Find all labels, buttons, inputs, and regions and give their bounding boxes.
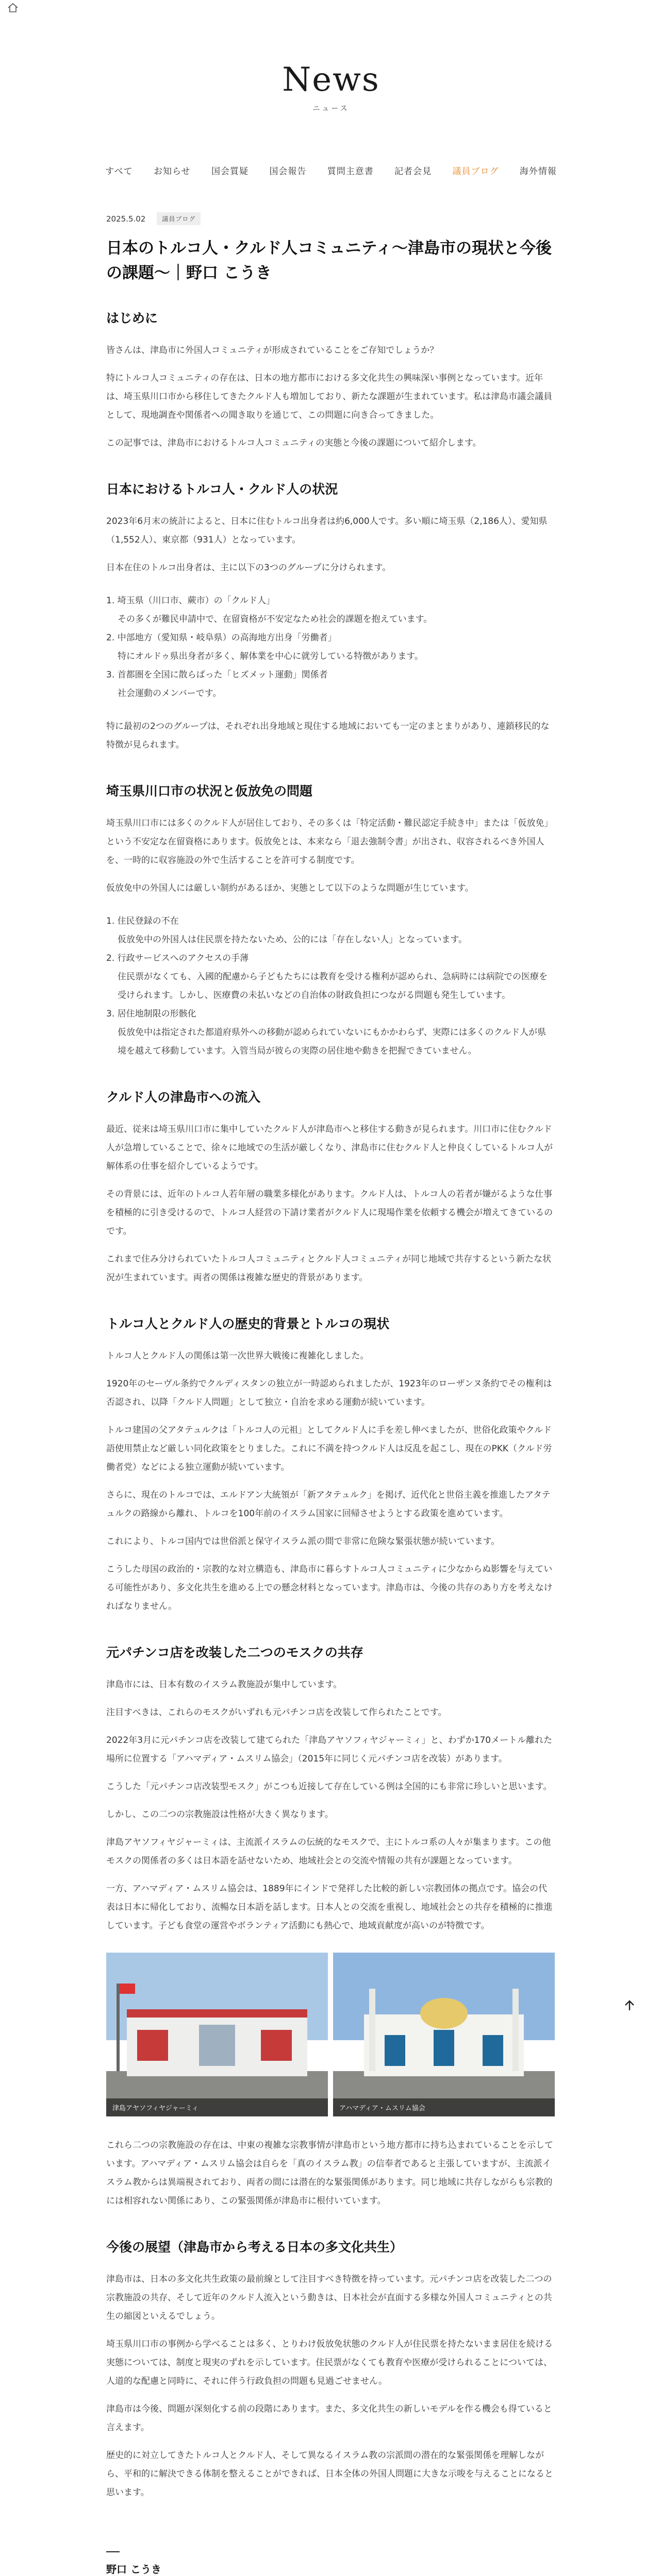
nav-item-4[interactable]: 質問主意書 — [327, 166, 374, 177]
nav-item-3[interactable]: 国会報告 — [269, 166, 307, 177]
section-1-after-paragraph-0: 特に最初の2つのグループは、それぞれ出身地域と現住する地域においても一定のまとまりがあり、連鎖移民的な特徴が見られます。 — [106, 721, 550, 750]
list-item-main: 2. 行政サービスへのアクセスの手薄 — [106, 953, 249, 963]
list-item-detail: 仮放免中は指定された都道府県外への移動が認められていないにもかかわらず、実際には多くのクルド人が県境を越えて移動しています。入管当局が彼らの実際の居住地や動きを把握できていません。 — [118, 1027, 547, 1056]
list-item — [106, 912, 555, 949]
list-item-main: 3. 首都圏を全国に散らばった「ヒズメット運動」関係者 — [106, 670, 328, 680]
list-item-main: 2. 中部地方（愛知県・岐阜県）の高海地方出身「労働者」 — [106, 633, 337, 643]
section-2-list — [106, 912, 555, 1060]
article-body — [106, 309, 555, 2576]
section-heading-4: トルコ人とクルド人の歴史的背景とトルコの現状 — [106, 1316, 390, 1331]
section-5-paragraph-2: 2022年3月に元パチンコ店を改装して建てられた「津島アヤソフィヤジャーミィ」と、わずか170メートル離れた場所に位置する「アハマディア・ムスリム協会」（2015年に同じく元パチンコ店を改装）があります。 — [106, 1735, 553, 1764]
section-2-paragraph-0: 埼玉県川口市には多くのクルド人が居住しており、その多くは「特定活動・難民認定手続き中」または「仮放免」という不安定な在留資格にあります。仮放免とは、本来なら「退去強制令書」が出され、収容されるべき外国人を、一時的に収容施設の外で生活することを許可する制度です。 — [106, 818, 553, 866]
nav-item-5[interactable]: 記者会見 — [394, 166, 432, 177]
section-0-paragraph-0: 皆さんは、津島市に外国人コミュニティが形成されていることをご存知でしょうか？ — [106, 345, 439, 355]
list-item-detail: 仮放免中の外国人は住民票を持たないため、公的には「存在しない人」となっています。 — [118, 935, 467, 945]
section-3-paragraph-2: これまで住み分けられていたトルコ人コミュニティとクルド人コミュニティが同じ地域で共存するという新たな状況が生まれています。両者の関係は複雑な歴史的背景があります。 — [106, 1254, 552, 1283]
section-4-paragraph-1: 1920年のセーヴル条約でクルディスタンの独立が一時認められましたが、1923年のローザンヌ条約でその権利は否認され、以降「クルド人問題」として独立・自治を求める運動が続いています。 — [106, 1379, 552, 1408]
list-item — [106, 1005, 555, 1060]
section-6-paragraph-1: 埼玉県川口市の事例から学べることは多く、とりわけ仮放免状態のクルド人が住民票を持たないまま居住を続ける実態については、制度と現実のずれを示しています。住民票がなくても教育や医療が受けられることについては、人道的な配慮と同時に、それに伴う行政負担の問題も見過ごせません。 — [106, 2339, 553, 2386]
section-5-paragraph-5: 津島アヤソフィヤジャーミィは、主流派イスラムの伝統的なモスクで、主にトルコ系の人々が集まります。この他モスクの関係者の多くは日本語を話せないため、地域社会との交流や情報の共有が課題となっています。 — [106, 1837, 551, 1866]
list-item-main: 3. 居住地制限の形骸化 — [106, 1009, 196, 1019]
section-5-paragraph-6: 一方、アハマディア・ムスリム協会は、1889年にインドで発祥した比較的新しい宗教団体の拠点です。協会の代表は日本に帰化しており、流暢な日本語を話します。日本人との交流を重視し、地域社会との共存を積極的に推進しています。子ども食堂の運営やボランティア活動にも熱心で、地域貢献度が高いのが特徴です。 — [106, 1884, 553, 1931]
mosque-photo-image — [106, 1953, 328, 2116]
section-5-paragraph-1: 注目すべきは、これらのモスクがいずれも元パチンコ店を改装して作られたことです。 — [106, 1707, 447, 1718]
mosque-photo-image — [333, 1953, 555, 2116]
nav-item-6[interactable]: 議員ブログ — [452, 166, 499, 177]
section-2-paragraph-1: 仮放免中の外国人には厳しい制約があるほか、実態として以下のような問題が生じています。 — [106, 883, 474, 893]
post-date: 2025.5.02 — [106, 214, 146, 224]
list-item-detail: 特にオルドゥ県出身者が多く、解体業を中心に就労している特徴があります。 — [118, 651, 423, 662]
section-4-paragraph-5: こうした母国の政治的・宗教的な対立構造も、津島市に暮らすトルコ人コミュニティに少なからぬ影響を与えている可能性があり、多文化共生を進める上での懸念材料となっています。津島市は、今後の共存のあり方を考えなければなりません。 — [106, 1564, 553, 1612]
list-item — [106, 666, 555, 703]
section-3-paragraph-0: 最近、従来は埼玉県川口市に集中していたクルド人が津島市へと移住する動きが見られます。川口市に住むクルド人が急増していることで、徐々に地域での生活が厳しくなり、津島市に住むクルド人と仲良くしているトルコ人が解体系の仕事を紹介しているようです。 — [106, 1124, 553, 1172]
nav-item-1[interactable]: お知らせ — [154, 166, 191, 177]
list-item-detail: その多くが難民申請中で、在留資格が不安定なため社会的課題を抱えています。 — [118, 614, 433, 624]
section-4-paragraph-4: これにより、トルコ国内では世俗派と保守イスラム派の間で非常に危険な緊張状態が続いています。 — [106, 1536, 500, 1547]
section-heading-2: 埼玉県川口市の状況と仮放免の問題 — [106, 784, 313, 799]
post-title: 日本のトルコ人・クルド人コミュニティ〜津島市の現状と今後の課題〜｜野口 こうき — [106, 239, 552, 282]
section-1-paragraph-1: 日本在住のトルコ出身者は、主に以下の3つのグループに分けられます。 — [106, 563, 391, 573]
category-nav — [105, 164, 557, 179]
list-item-detail: 住民票がなくても、入國的配慮から子どもたちには教育を受ける権利が認められ、急病時には病院での医療を受けられます。しかし、医療費の未払いなどの自治体の財政負担につながる問題も発生しています。 — [118, 972, 548, 1001]
list-item-main: 1. 住民登録の不在 — [106, 916, 179, 926]
section-5-paragraph-4: しかし、この二つの宗教施設は性格が大きく異なります。 — [106, 1809, 334, 1820]
page-header — [0, 0, 662, 155]
section-heading-0: はじめに — [106, 311, 158, 326]
section-1-paragraph-0: 2023年6月末の統計によると、日本に住むトルコ出身者は約6,000人です。多い順に埼玉県（2,186人）、愛知県（1,552人）、東京都（931人）となっています。 — [106, 516, 548, 545]
section-heading-1: 日本におけるトルコ人・クルド人の状況 — [106, 482, 338, 497]
section-3-paragraph-1: その背景には、近年のトルコ人若年層の職業多様化があります。クルド人は、トルコ人の若者が嫌がるような仕事を積極的に引き受けるので、トルコ人経営の下請け業者がクルド人に現場作業を依頼する機会が増えてきているのです。 — [106, 1189, 553, 1236]
section-0-paragraph-1: 特にトルコ人コミュニティの存在は、日本の地方都市における多文化共生の興味深い事例となっています。近年は、埼玉県川口市から移住してきたクルド人も増加しており、新たな課題が生まれています。私は津島市議会議員として、現地調査や関係者への聞き取りを通じて、この問題に向き合ってきました。 — [106, 373, 553, 420]
page-title: News — [282, 61, 380, 99]
section-heading-5: 元パチンコ店を改装した二つのモスクの共存 — [106, 1645, 363, 1660]
list-item — [106, 591, 555, 629]
photo-caption: アハマディア・ムスリム協会 — [333, 2098, 555, 2116]
author-profile — [106, 2551, 555, 2576]
section-5-after-paragraph-0: これら二つの宗教施設の存在は、中東の複雑な宗教事情が津島市という地方都市に持ち込まれていることを示しています。アハマディア・ムスリム協会は自らを「真のイスラム教」の信奉者であると主張していますが、主流派イスラム教からは異端視されており、両者の間には潜在的な緊張関係があります。同じ地域に共存しながらも宗教的には相容れない関係にあり、この緊張関係が津島市に根付いています。 — [106, 2140, 553, 2206]
list-item — [106, 629, 555, 666]
section-6-paragraph-2: 津島市は今後、問題が深刻化する前の段階にあります。また、多文化共生の新しいモデルを作る機会も得ていると言えます。 — [106, 2404, 552, 2433]
section-5-paragraph-3: こうした「元パチンコ店改装型モスク」がこつも近接して存在している例は全国的にも非常に珍しいと思います。 — [106, 1782, 552, 1792]
section-heading-3: クルド人の津島市への流入 — [106, 1090, 261, 1105]
arrow-up-icon[interactable] — [623, 1999, 636, 2012]
section-5-paragraph-0: 津島市には、日本有数のイスラム教施設が集中しています。 — [106, 1680, 342, 1690]
section-0-paragraph-2: この記事では、津島市におけるトルコ人コミュニティの実態と今後の課題について紹介します。 — [106, 438, 482, 448]
nav-item-7[interactable]: 海外情報 — [519, 166, 557, 177]
author-divider — [106, 2551, 120, 2552]
post-tag-badge[interactable]: 議員ブログ — [157, 212, 201, 225]
list-item-detail: 社会運動のメンバーです。 — [118, 688, 222, 699]
nav-item-2[interactable]: 国会質疑 — [211, 166, 249, 177]
page-subtitle: ニュース — [312, 105, 350, 113]
mosque-photo-0 — [106, 1953, 328, 2116]
mosque-photo-1 — [333, 1953, 555, 2116]
section-6-paragraph-0: 津島市は、日本の多文化共生政策の最前線として注目すべき特徴を持っています。元パチンコ店を改装した二つの宗教施設の共存、そして近年のクルド人流入という動きは、日本社会が直面する多様な外国人コミュニティとの共生の縮図といえるでしょう。 — [106, 2274, 552, 2321]
section-4-paragraph-2: トルコ建国の父アタテュルクは「トルコ人の元祖」としてクルド人に手を差し伸べましたが、世俗化政策やクルド語使用禁止など厳しい同化政策をとりました。これに不満を持つクルド人は反乱を起こし、現在のPKK（クルド労働者党）などによる独立運動が続いています。 — [106, 1425, 552, 1472]
section-1-list — [106, 591, 555, 703]
author-name: 野口 こうき — [106, 2563, 161, 2575]
section-heading-6: 今後の展望（津島市から考える日本の多文化共生） — [106, 2240, 403, 2255]
post-meta — [106, 212, 201, 225]
list-item-main: 1. 埼玉県（川口市、蕨市）の「クルド人」 — [106, 596, 275, 606]
list-item — [106, 949, 555, 1005]
section-6-paragraph-3: 歴史的に対立してきたトルコ人とクルド人、そして異なるイスラム教の宗派間の潜在的な緊張関係を理解しながら、平和的に解決できる体制を整えることができれば、日本全体の外国人問題に大きな示唆を与えることになると思います。 — [106, 2450, 553, 2498]
section-4-paragraph-3: さらに、現在のトルコでは、エルドアン大統領が「新アタテュルク」を掲げ、近代化と世俗主義を推進したアタテュルクの路線から離れ、トルコを100年前のイスラム国家に回帰させようとする政策を進めています。 — [106, 1490, 551, 1519]
mosque-photo-row — [106, 1953, 555, 2116]
section-4-paragraph-0: トルコ人とクルド人の関係は第一次世界大戦後に複雑化しました。 — [106, 1351, 369, 1361]
nav-item-0[interactable]: すべて — [105, 166, 133, 177]
photo-caption: 津島アヤソフィヤジャーミィ — [106, 2098, 328, 2116]
